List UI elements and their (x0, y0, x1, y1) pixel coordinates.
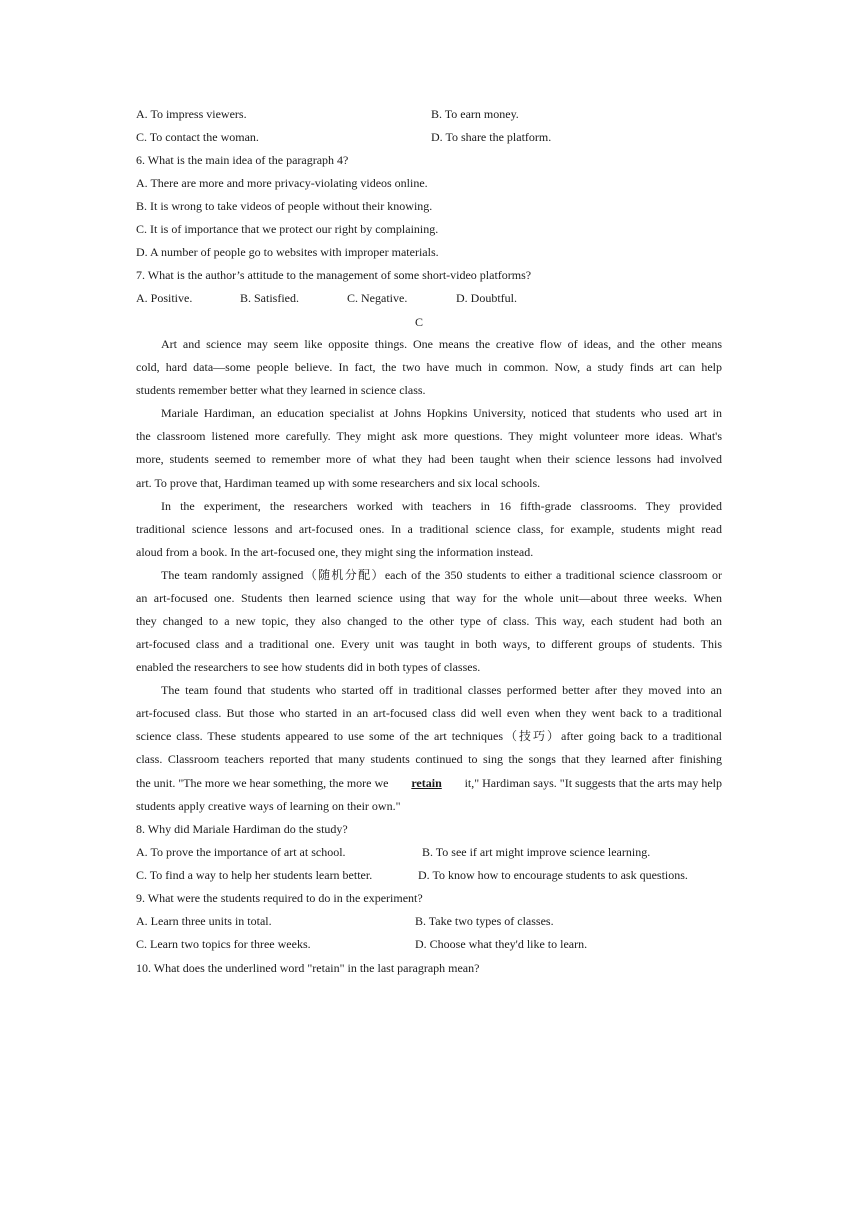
passage-line: art-focused class. But those who started in an art-focused class did well even when they went back to a traditional (136, 706, 722, 720)
q6-option-a: A. There are more and more privacy-violating videos online. (136, 176, 428, 190)
passage-line: more, students seemed to remember more of what they had been taught when their science lessons had involved (136, 452, 722, 466)
q6-option-b: B. It is wrong to take videos of people without their knowing. (136, 199, 433, 213)
passage-line: class. Classroom teachers reported that many students continued to sing the songs that they learned after finishing (136, 752, 722, 766)
q8-option-a: A. To prove the importance of art at school. (136, 845, 346, 859)
passage-line: cold, hard data—some people believe. In fact, the two have much in common. Now, a study finds art can help (136, 360, 722, 374)
q9-stem: 9. What were the students required to do in the experiment? (136, 891, 423, 905)
passage-line-retain (136, 775, 722, 791)
q9-option-a: A. Learn three units in total. (136, 914, 272, 928)
passage-line: art-focused class and a traditional one. Every unit was taught in both ways, to different groups of students. This (136, 637, 722, 651)
q9-option-b: B. Take two types of classes. (415, 914, 554, 928)
passage-line: traditional science lessons and art-focused ones. In a traditional science class, for example, students might read (136, 522, 722, 536)
q7-stem: 7. What is the author’s attitude to the management of some short-video platforms? (136, 268, 532, 282)
passage-line: students apply creative ways of learning on their own." (136, 799, 401, 813)
passage-line: the classroom listened more carefully. They might ask more questions. They might volunteer more ideas. What's (136, 429, 722, 443)
q7-option-d: D. Doubtful. (456, 291, 517, 305)
q10-stem: 10. What does the underlined word "retain" in the last paragraph mean? (136, 961, 480, 975)
q7-option-a: A. Positive. (136, 291, 193, 305)
q8-option-c: C. To find a way to help her students learn better. (136, 868, 373, 882)
underlined-word-retain: retain (411, 776, 442, 790)
passage-line: they changed to a new topic, they also changed to the other type of class. This way, each student had both an (136, 614, 722, 628)
passage-line: The team randomly assigned（随机分配）each of the 350 students to either a traditional science classroom or (161, 568, 722, 582)
q9-option-c: C. Learn two topics for three weeks. (136, 937, 311, 951)
q8-option-d: D. To know how to encourage students to ask questions. (418, 868, 688, 882)
q6-option-d: D. A number of people go to websites with improper materials. (136, 245, 439, 259)
q5-option-c: C. To contact the woman. (136, 130, 259, 144)
q6-option-c: C. It is of importance that we protect our right by complaining. (136, 222, 439, 236)
q5-option-d: D. To share the platform. (431, 130, 552, 144)
passage-line: science class. These students appeared to use some of the art techniques（技巧）after going back to a traditional (136, 729, 722, 743)
q7-option-c: C. Negative. (347, 291, 408, 305)
passage-line: In the experiment, the researchers worked with teachers in 16 fifth-grade classrooms. They provided (161, 499, 722, 513)
section-label: C (414, 315, 423, 329)
passage-line: Mariale Hardiman, an education specialist at Johns Hopkins University, noticed that students who used art in (161, 406, 722, 420)
passage-line: enabled the researchers to see how students did in both types of classes. (136, 660, 481, 674)
passage-line: Art and science may seem like opposite things. One means the creative flow of ideas, and the other means (161, 337, 722, 351)
passage-line: an art-focused one. Students then learned science using that way for the whole unit—about three weeks. When (136, 591, 722, 605)
passage-text: it," Hardiman says. "It suggests that the arts may help (461, 776, 722, 790)
q8-option-b: B. To see if art might improve science learning. (422, 845, 651, 859)
passage-line: aloud from a book. In the art-focused one, they might sing the information instead. (136, 545, 534, 559)
q5-option-a: A. To impress viewers. (136, 107, 247, 121)
passage-text: the unit. "The more we hear something, the more we (136, 776, 392, 790)
q9-option-d: D. Choose what they'd like to learn. (415, 937, 588, 951)
passage-line: The team found that students who started off in traditional classes performed better after they moved into an (161, 683, 722, 697)
q7-option-b: B. Satisfied. (240, 291, 299, 305)
passage-line: art. To prove that, Hardiman teamed up with some researchers and six local schools. (136, 476, 541, 490)
passage-line: students remember better what they learned in science class. (136, 383, 426, 397)
q6-stem: 6. What is the main idea of the paragraph 4? (136, 153, 349, 167)
q8-stem: 8. Why did Mariale Hardiman do the study? (136, 822, 348, 836)
q5-option-b: B. To earn money. (431, 107, 519, 121)
